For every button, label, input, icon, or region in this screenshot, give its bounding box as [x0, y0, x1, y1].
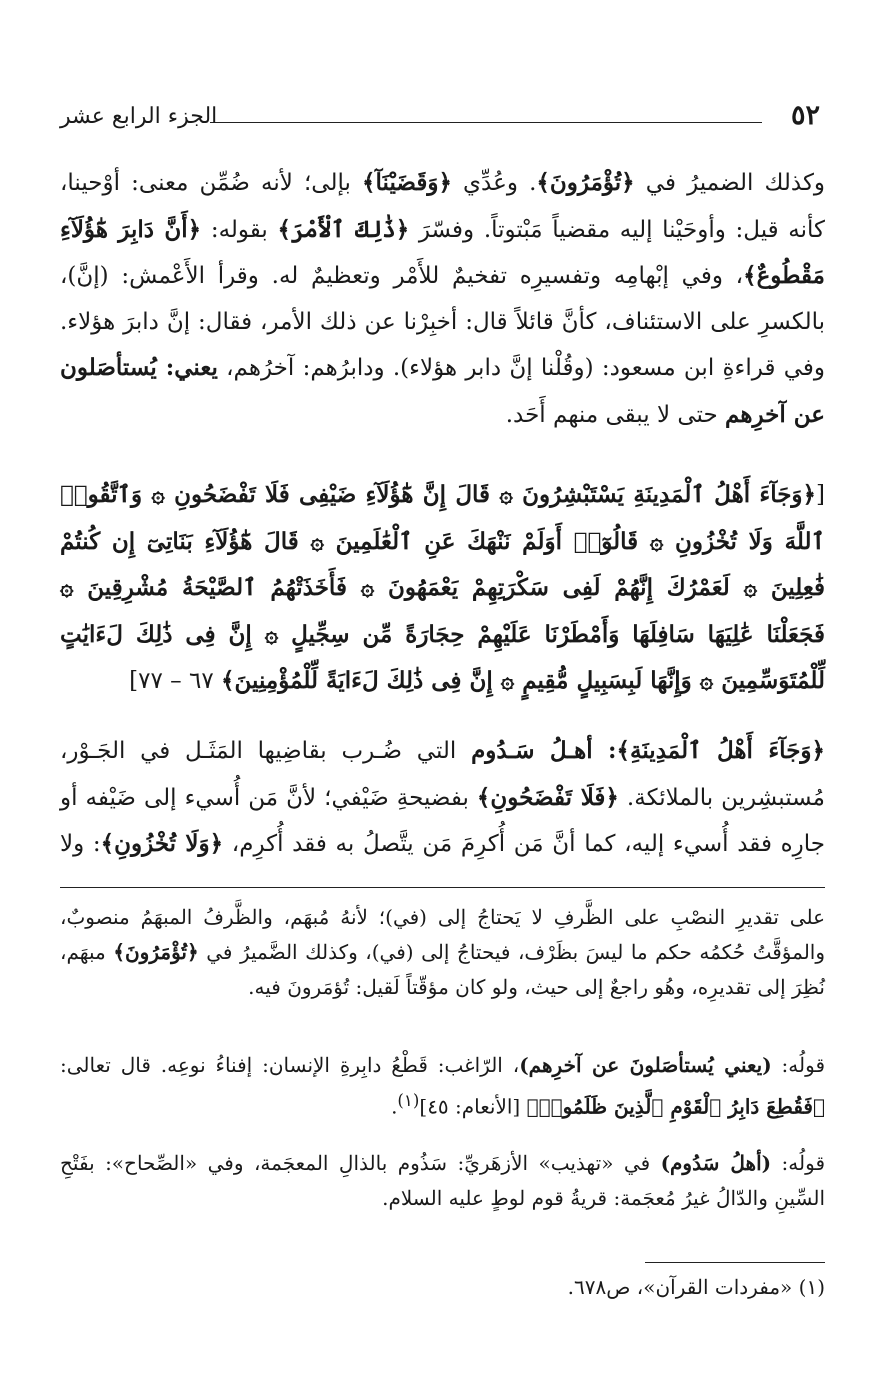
text-line — [60, 821, 825, 868]
part-title: الجزء الرابع عشر — [60, 104, 218, 129]
text-fragment: في «تهذيب» الأزهَريِّ: سَذُوم بالذالِ المعجَمة، وفي «الصِّحاح»: بفَتْحِ السِّينِ والدّالُ غيرُ مُعجَمة: قريةُ قوم لوطٍ عليه السلام. — [60, 1151, 825, 1210]
text-line — [60, 775, 825, 822]
text-fragment: بإلى؛ لأنه ضُمِّن معنى: أوْحينا، كأنه قيل: وأوحَيْنا إليه مقضياً مَبْتوتاً. وفسّرَ — [60, 170, 825, 243]
quran-quote: ﴿تُؤْمَرُونَ﴾ — [536, 169, 635, 196]
bold-phrase: (يعني يُستأصَلونَ عن آخرِهم) — [519, 1053, 772, 1077]
text-fragment: قولُه: — [771, 1151, 826, 1175]
footnote — [60, 1270, 825, 1304]
footnote-ref[interactable]: (١) — [397, 1091, 420, 1110]
footnote-text: (١) «مفردات القرآن»، ص٦٧٨. — [567, 1275, 825, 1299]
quran-quote: ﴿ذَٰلِكَ ٱلْأَمْرَ﴾ — [277, 215, 410, 243]
text-fragment: ، الرّاغب: قَطْعُ دابِرةِ الإنسان: إفناءُ نوعِه. قال تعالى: — [60, 1053, 520, 1077]
notes-separator — [60, 887, 825, 888]
running-header — [60, 100, 820, 140]
bold-phrase: : أهـلُ سَـدُوم — [471, 737, 617, 764]
page-number: ٥٢ — [790, 100, 820, 131]
commentary-note-2 — [60, 1048, 825, 1136]
text-fragment: . وعُدِّي — [451, 170, 537, 196]
text-fragment: : ولا — [60, 831, 101, 857]
footnote-separator — [645, 1262, 825, 1263]
text-fragment: بقوله: — [201, 216, 278, 243]
text-fragment: على تقديرِ النصْبِ على الظَّرفِ لا يَحتاجُ إلى (في)؛ لأنهُ مُبهَم، والظَّرفُ المبهَمُ منصوبٌ، والمؤقَّتُ حُكمُه حكم ما ليسَ بظَرْف، فيحتاجُ إلى (في)، وكذلك الضَّميرُ في — [60, 905, 826, 964]
quran-quote: ﴿وَقَضَيْنَآ﴾ — [362, 169, 452, 196]
text-fragment: التي ضُـرب بقاضِيها المَثَـل في الجَـوْر، — [60, 738, 472, 764]
commentary-note-1 — [60, 900, 825, 1040]
text-fragment: وكذلك الضميرُ في — [634, 170, 825, 196]
text-fragment: بفضيحةِ ضَيْفي؛ لأنَّ مَن أُسيء إلى ضَيْفه أو — [60, 784, 477, 811]
text-fragment: مبهَم، نُظِرَ إلى تقديرِه، وهُو راجعٌ إلى حيث، ولو كان مؤقّتاً لَقيل: تُؤمَرونَ فيه. — [60, 940, 825, 999]
text-fragment: مُستبشِرين بالملائكة. — [618, 784, 825, 811]
bracket-close: ] — [129, 668, 139, 694]
header-rule — [210, 122, 762, 123]
quran-quote: ﴿فَقُطِعَ دَابِرُ ٱلْقَوْمِ ٱلَّذِينَ ظَلَمُوا۟﴾ — [526, 1094, 825, 1119]
commentary-note-3 — [60, 1146, 825, 1234]
quran-quote: ﴿وَجَآءَ أَهْلُ ٱلْمَدِينَةِ﴾ — [616, 737, 825, 764]
tafsir-paragraph-2 — [60, 728, 825, 878]
tafsir-paragraph-1 — [60, 160, 825, 460]
text-fragment: [الأنعام: ٤٥] — [419, 1094, 527, 1119]
verse-range: ٦٧ – ٧٧ — [138, 668, 214, 694]
quran-quote: ﴿وَلَا تُخْزُونِ﴾ — [100, 830, 224, 857]
text-fragment: . — [391, 1094, 398, 1119]
text-fragment: جارِه فقد أُسيء إليه، كما أنَّ مَن أُكرِمَ مَن يتَّصلُ به فقد أُكرِم، — [223, 831, 825, 857]
bracket-open: [ — [816, 482, 825, 508]
verses-block — [60, 472, 825, 716]
quran-quote: ﴿فَلَا تَفْضَحُونِ﴾ — [476, 783, 619, 811]
text-fragment: حتى لا يبقى منهم أَحَد. — [505, 401, 726, 428]
text-fragment: قولُه: — [771, 1053, 826, 1077]
quran-quote: ﴿أَنَّ دَابِرَ هَٰٓؤُلَآءِ مَقْطُوعٌ﴾ — [60, 215, 825, 289]
bold-phrase: (أهلُ سَدُوم) — [660, 1151, 772, 1175]
text-line — [60, 728, 825, 775]
quran-quote: ﴿تُؤْمَرُونَ﴾ — [113, 940, 199, 964]
text-fragment: ، وفي إبْهامِه وتفسيرِه تفخيمٌ للأَمْر وتعظيمٌ له. وقرأ الأَعْمش: (إنَّ)، بالكسرِ على الاستئناف، كأنَّ قائلاً قال: أخبِرْنا عن ذلك الأمر، فقال: إنَّ دابرَ هؤلاء. وفي قراءةِ ابن مسعود: (وقُلْنا إنَّ دابر هؤلاء). ودابرُهم: آخرُهم، — [60, 263, 825, 381]
bold-phrase: يعني: يُستأصَلون عن آخرِهم — [60, 354, 825, 428]
verses-text: ﴿وَجَآءَ أَهْلُ ٱلْمَدِينَةِ يَسْتَبْشِرُونَ ۞ قَالَ إِنَّ هَٰٓؤُلَآءِ ضَيْفِى فَلَا تَفْضَحُونِ ۞ وَٱتَّقُوا۟ ٱللَّهَ وَلَا تُخْزُونِ ۞ قَالُوٓا۟ أَوَلَمْ نَنْهَكَ عَنِ ٱلْعَٰلَمِينَ ۞ قَالَ هَٰٓؤُلَآءِ بَنَاتِىٓ إِن كُنتُمْ فَٰعِلِينَ ۞ لَعَمْرُكَ إِنَّهُمْ لَفِى سَكْرَتِهِمْ يَعْمَهُونَ ۞ فَأَخَذَتْهُمُ ٱلصَّيْحَةُ مُشْرِقِينَ ۞ فَجَعَلْنَا عَٰلِيَهَا سَافِلَهَا وَأَمْطَرْنَا عَلَيْهِمْ حِجَارَةً مِّن سِجِّيلٍ ۞ إِنَّ فِى ذَٰلِكَ لَءَايَٰتٍ لِّلْمُتَوَسِّمِينَ ۞ وَإِنَّهَا لَبِسَبِيلٍ مُّقِيمٍ ۞ إِنَّ فِى ذَٰلِكَ لَءَايَةً لِّلْمُؤْمِنِينَ﴾ — [60, 481, 825, 694]
